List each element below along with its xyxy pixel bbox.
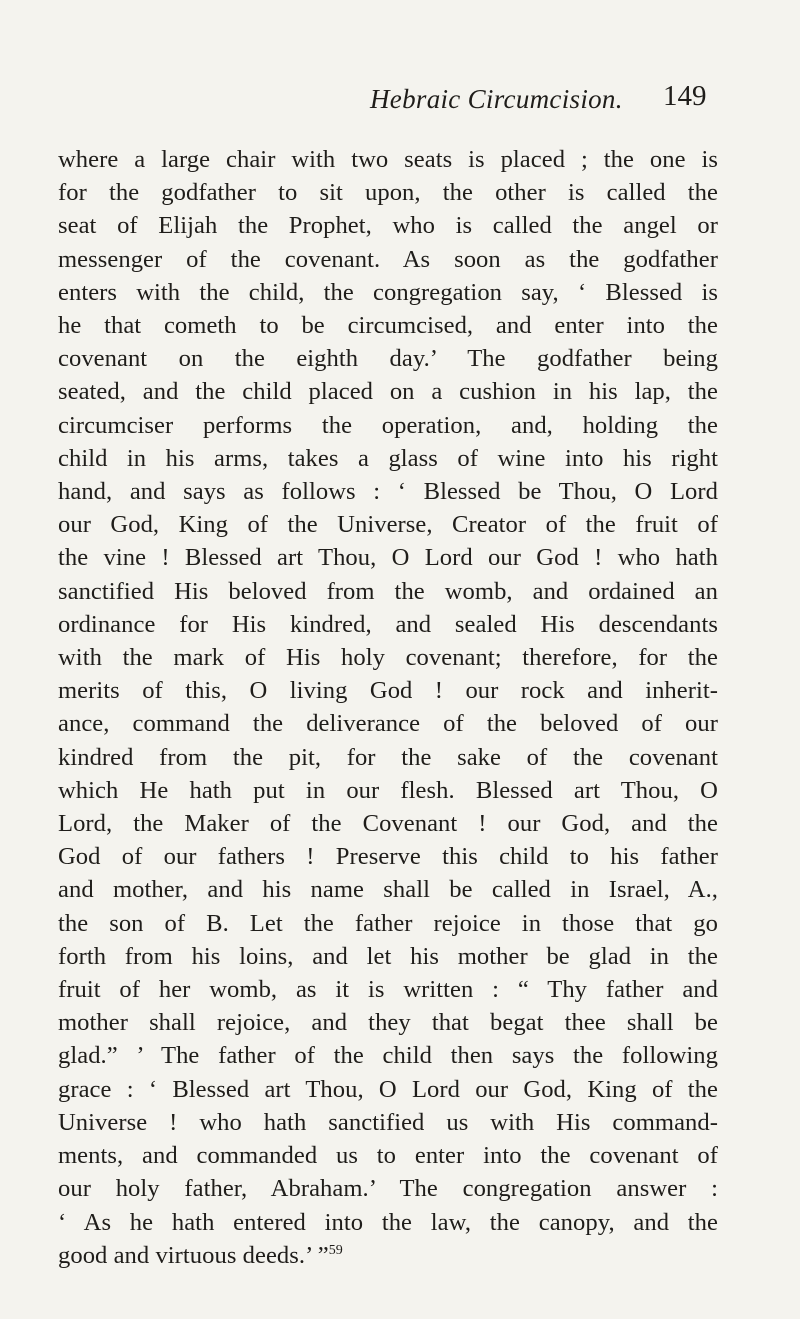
body-text [58, 143, 718, 1272]
text-line: seated, and the child placed on a cushion in his lap, the [58, 378, 718, 406]
text-line: enters with the child, the congregation say, ‘ Blessed is [58, 278, 718, 306]
text-line: ‘ As he hath entered into the law, the canopy, and the [58, 1208, 718, 1236]
text-line: for the godfather to sit upon, the other is called the [58, 179, 718, 207]
text-line: kindred from the pit, for the sake of the covenant [58, 743, 718, 771]
text-line: messenger of the covenant. As soon as the godfather [58, 245, 718, 273]
page-number: 149 [663, 80, 707, 112]
text-line: ordinance for His kindred, and sealed His descendants [58, 610, 718, 638]
text-line: covenant on the eighth day.’ The godfather being [58, 345, 718, 373]
text-line-final [58, 1239, 718, 1272]
footnote-reference: 59 [328, 1242, 343, 1258]
text-line: Lord, the Maker of the Covenant ! our God, and the [58, 810, 718, 838]
text-line: God of our fathers ! Preserve this child to his father [58, 843, 718, 871]
final-line-text: good and virtuous deeds.’ ” [58, 1241, 329, 1269]
text-line: glad.” ’ The father of the child then says the following [58, 1042, 718, 1070]
text-line: mother shall rejoice, and they that begat thee shall be [58, 1009, 718, 1037]
text-line: child in his arms, takes a glass of wine into his right [58, 444, 718, 472]
text-line: merits of this, O living God ! our rock and inherit- [58, 677, 718, 705]
text-line: ments, and commanded us to enter into the covenant of [58, 1142, 718, 1170]
text-line: forth from his loins, and let his mother be glad in the [58, 942, 718, 970]
text-line: where a large chair with two seats is placed ; the one is [58, 146, 718, 173]
running-title: Hebraic Circumcision. [370, 84, 623, 114]
text-line: Universe ! who hath sanctified us with His command- [58, 1108, 718, 1136]
text-line: our God, King of the Universe, Creator of the fruit of [58, 511, 718, 539]
text-line: hand, and says as follows : ‘ Blessed be Thou, O Lord [58, 478, 718, 506]
text-line: grace : ‘ Blessed art Thou, O Lord our God, King of the [58, 1075, 718, 1103]
text-line: he that cometh to be circumcised, and enter into the [58, 312, 718, 340]
text-line: ance, command the deliverance of the beloved of our [58, 710, 718, 738]
text-line: the son of B. Let the father rejoice in those that go [58, 909, 718, 937]
text-line: seat of Elijah the Prophet, who is called the angel or [58, 212, 718, 240]
text-line: sanctified His beloved from the womb, and ordained an [58, 577, 718, 605]
text-line: our holy father, Abraham.’ The congregation answer : [58, 1175, 718, 1203]
text-line: the vine ! Blessed art Thou, O Lord our God ! who hath [58, 544, 718, 572]
text-line: with the mark of His holy covenant; therefore, for the [58, 644, 718, 672]
text-line: circumciser performs the operation, and, holding the [58, 411, 718, 439]
text-line: and mother, and his name shall be called in Israel, A., [58, 876, 718, 904]
text-line: which He hath put in our flesh. Blessed art Thou, O [58, 776, 718, 804]
text-line: fruit of her womb, as it is written : “ Thy father and [58, 976, 718, 1004]
